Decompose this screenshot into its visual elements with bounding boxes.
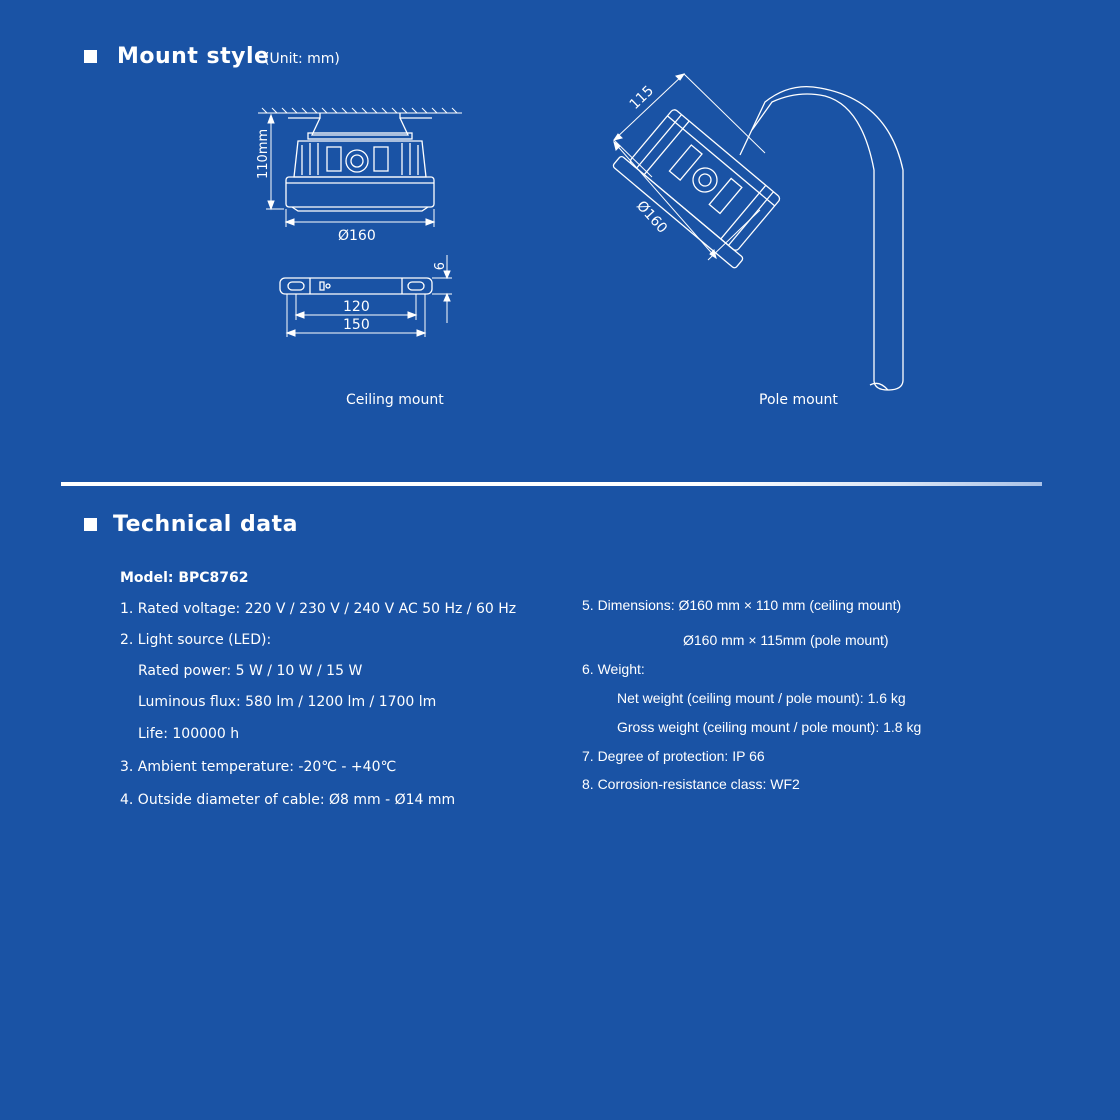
bracket-thickness-label: 9 bbox=[430, 262, 445, 271]
spec-rated-voltage: 1. Rated voltage: 220 V / 230 V / 240 V AC 50 Hz / 60 Hz bbox=[120, 601, 517, 617]
bracket-outer-label: 150 bbox=[343, 317, 370, 333]
bracket-drawing bbox=[270, 245, 470, 340]
pole-mount-caption: Pole mount bbox=[759, 392, 838, 408]
ceiling-diameter-dimension bbox=[286, 209, 434, 227]
spec-protection: 7. Degree of protection: IP 66 bbox=[582, 748, 765, 764]
pole-arm bbox=[740, 87, 903, 390]
pole-diameter-label: Ø160 bbox=[633, 197, 671, 237]
spec-corrosion-class: 8. Corrosion-resistance class: WF2 bbox=[582, 776, 800, 792]
spec-net-weight: Net weight (ceiling mount / pole mount): 1.6 kg bbox=[617, 690, 906, 706]
pole-lamp-body bbox=[612, 102, 789, 269]
model-number: Model: BPC8762 bbox=[120, 570, 249, 586]
section-divider bbox=[61, 482, 1042, 486]
spec-life: Life: 100000 h bbox=[138, 726, 240, 742]
spec-rated-power: Rated power: 5 W / 10 W / 15 W bbox=[138, 663, 363, 679]
pole-diameter-dimension bbox=[614, 142, 760, 260]
bracket-inner-label: 120 bbox=[343, 299, 370, 315]
ceiling-mount-caption: Ceiling mount bbox=[346, 392, 444, 408]
pole-mount-drawing bbox=[600, 60, 920, 400]
bracket-plate bbox=[280, 278, 432, 294]
spec-cable-diameter: 4. Outside diameter of cable: Ø8 mm - Ø14 mm bbox=[120, 792, 456, 808]
pole-depth-label: 115 bbox=[626, 82, 658, 113]
ceiling-lamp-body bbox=[286, 141, 434, 211]
spec-weight: 6. Weight: bbox=[582, 661, 645, 677]
spec-luminous-flux: Luminous flux: 580 lm / 1200 lm / 1700 lm bbox=[138, 694, 437, 710]
section-bullet-icon bbox=[84, 518, 97, 531]
ceiling-diameter-label: Ø160 bbox=[338, 228, 376, 244]
spec-ambient-temperature: 3. Ambient temperature: -20℃ - +40℃ bbox=[120, 759, 397, 775]
ceiling-bracket bbox=[288, 113, 432, 139]
ceiling-height-label: 110mm bbox=[256, 128, 271, 179]
spec-dimensions: 5. Dimensions: Ø160 mm × 110 mm (ceiling mount) bbox=[582, 597, 902, 613]
mount-style-unit: (Unit: mm) bbox=[264, 51, 340, 67]
spec-dimensions-pole: Ø160 mm × 115mm (pole mount) bbox=[683, 632, 889, 648]
pole-depth-dimension bbox=[614, 74, 765, 177]
spec-gross-weight: Gross weight (ceiling mount / pole mount): 1.8 kg bbox=[617, 719, 922, 735]
mount-style-title: Mount style bbox=[117, 44, 270, 69]
spec-light-source: 2. Light source (LED): bbox=[120, 632, 272, 648]
ceiling-hatch bbox=[258, 108, 462, 113]
section-bullet-icon bbox=[84, 50, 97, 63]
technical-data-title: Technical data bbox=[113, 512, 298, 537]
